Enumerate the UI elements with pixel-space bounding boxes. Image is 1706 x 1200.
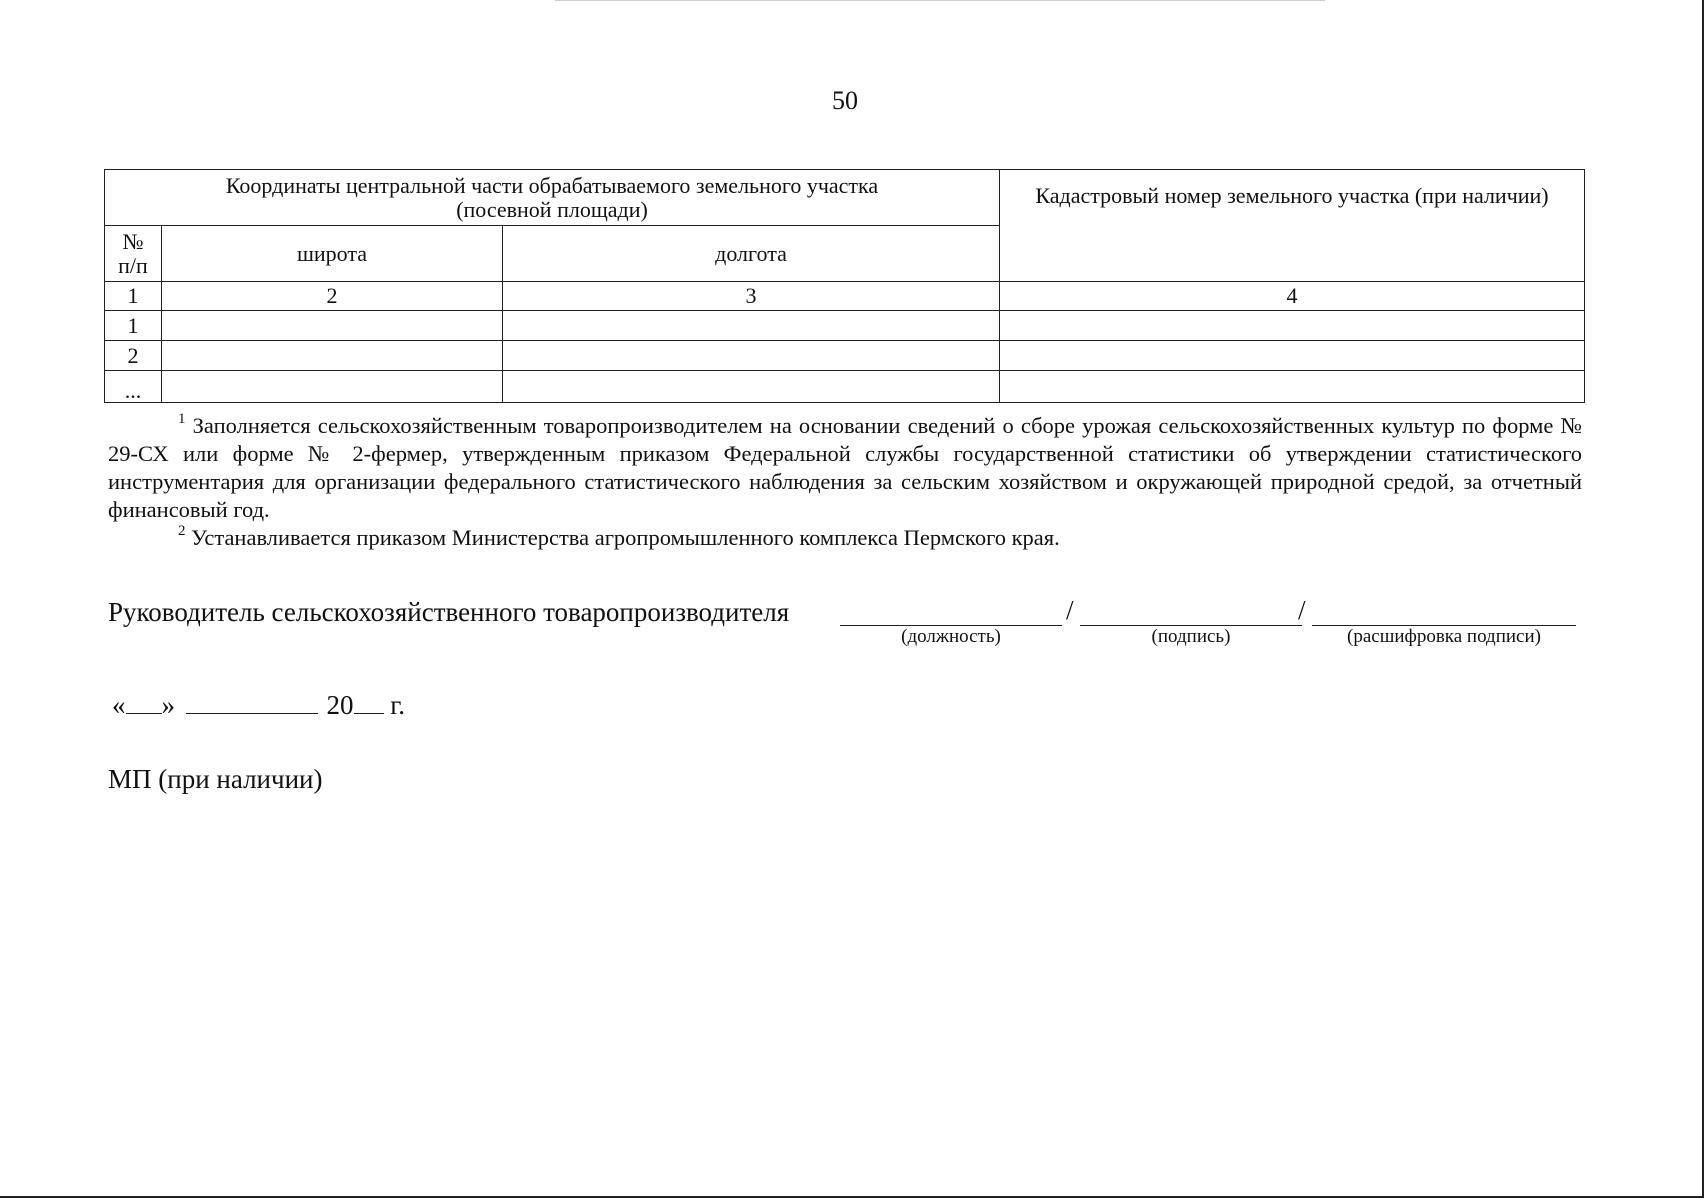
- col-number: 2: [162, 282, 503, 311]
- year-prefix: 20: [326, 690, 354, 720]
- num-header: № п/п: [105, 226, 162, 282]
- cadastral-cell[interactable]: [1000, 341, 1585, 371]
- cadastral-cell[interactable]: [1000, 371, 1585, 403]
- table-row: [105, 311, 1585, 341]
- cadastral-cell[interactable]: [1000, 311, 1585, 341]
- lat-cell[interactable]: [162, 341, 503, 371]
- lat-header: широта: [162, 226, 503, 282]
- col-number: 4: [1000, 282, 1585, 311]
- table-row: [105, 341, 1585, 371]
- lon-cell[interactable]: [503, 341, 1000, 371]
- decoding-caption: (расшифровка подписи): [1347, 626, 1541, 647]
- cadastral-header-label: Кадастровый номер земельного участка (при наличии): [1035, 183, 1549, 208]
- table-header-row: [105, 170, 1585, 226]
- lon-cell[interactable]: [503, 371, 1000, 403]
- footnote-mark: 1: [178, 411, 186, 427]
- cadastral-header: [1000, 170, 1585, 282]
- stamp-label: МП (при наличии): [108, 764, 323, 794]
- footnote-text: Заполняется сельскохозяйственным товаропроизводителем на основании сведений о сборе урожая сельскохозяйственных культур по форме № 29-СХ или форме № 2-фермер, утвержденным приказом Федеральной службы государственной статистики об утверждении статистического инструментария для организации федерального статистического наблюдения за сельским хозяйством и окружающей природной средой, за отчетный финансовый год.: [108, 413, 1582, 522]
- footnote-2: [108, 524, 1582, 552]
- page-number: 50: [832, 86, 858, 115]
- footnote-text: Устанавливается приказом Министерства агропромышленного комплекса Пермского края.: [185, 525, 1060, 550]
- footnote-1: [108, 412, 1582, 524]
- lat-cell[interactable]: [162, 371, 503, 403]
- lon-cell[interactable]: [503, 311, 1000, 341]
- col-number: 1: [105, 282, 162, 311]
- year-suffix: г.: [390, 690, 406, 720]
- scan-edge-line: [555, 0, 1325, 1]
- date-line: [112, 690, 405, 721]
- day-blank[interactable]: [126, 691, 162, 714]
- row-num: ...: [105, 371, 162, 403]
- separator-slash: /: [1066, 595, 1074, 625]
- close-quote: »: [161, 690, 175, 720]
- position-caption: (должность): [901, 626, 1001, 647]
- lon-header: долгота: [503, 226, 1000, 282]
- row-num: 2: [105, 341, 162, 371]
- coords-header: Координаты центральной части обрабатываемого земельного участка (посевной площади): [105, 170, 1000, 226]
- col-number: 3: [503, 282, 1000, 311]
- signatory-label: Руководитель сельскохозяйственного товаропроизводителя: [108, 597, 790, 627]
- footnotes: [108, 412, 1582, 552]
- year-blank[interactable]: [354, 691, 384, 714]
- separator-slash: /: [1298, 595, 1306, 625]
- table-row: [105, 371, 1585, 403]
- row-num: 1: [105, 311, 162, 341]
- open-quote: «: [112, 690, 126, 720]
- lat-cell[interactable]: [162, 311, 503, 341]
- column-numbers-row: [105, 282, 1585, 311]
- signature-caption: (подпись): [1151, 626, 1231, 647]
- footnote-mark: 2: [178, 523, 186, 539]
- coordinates-table: [104, 169, 1585, 403]
- month-blank[interactable]: [186, 691, 318, 714]
